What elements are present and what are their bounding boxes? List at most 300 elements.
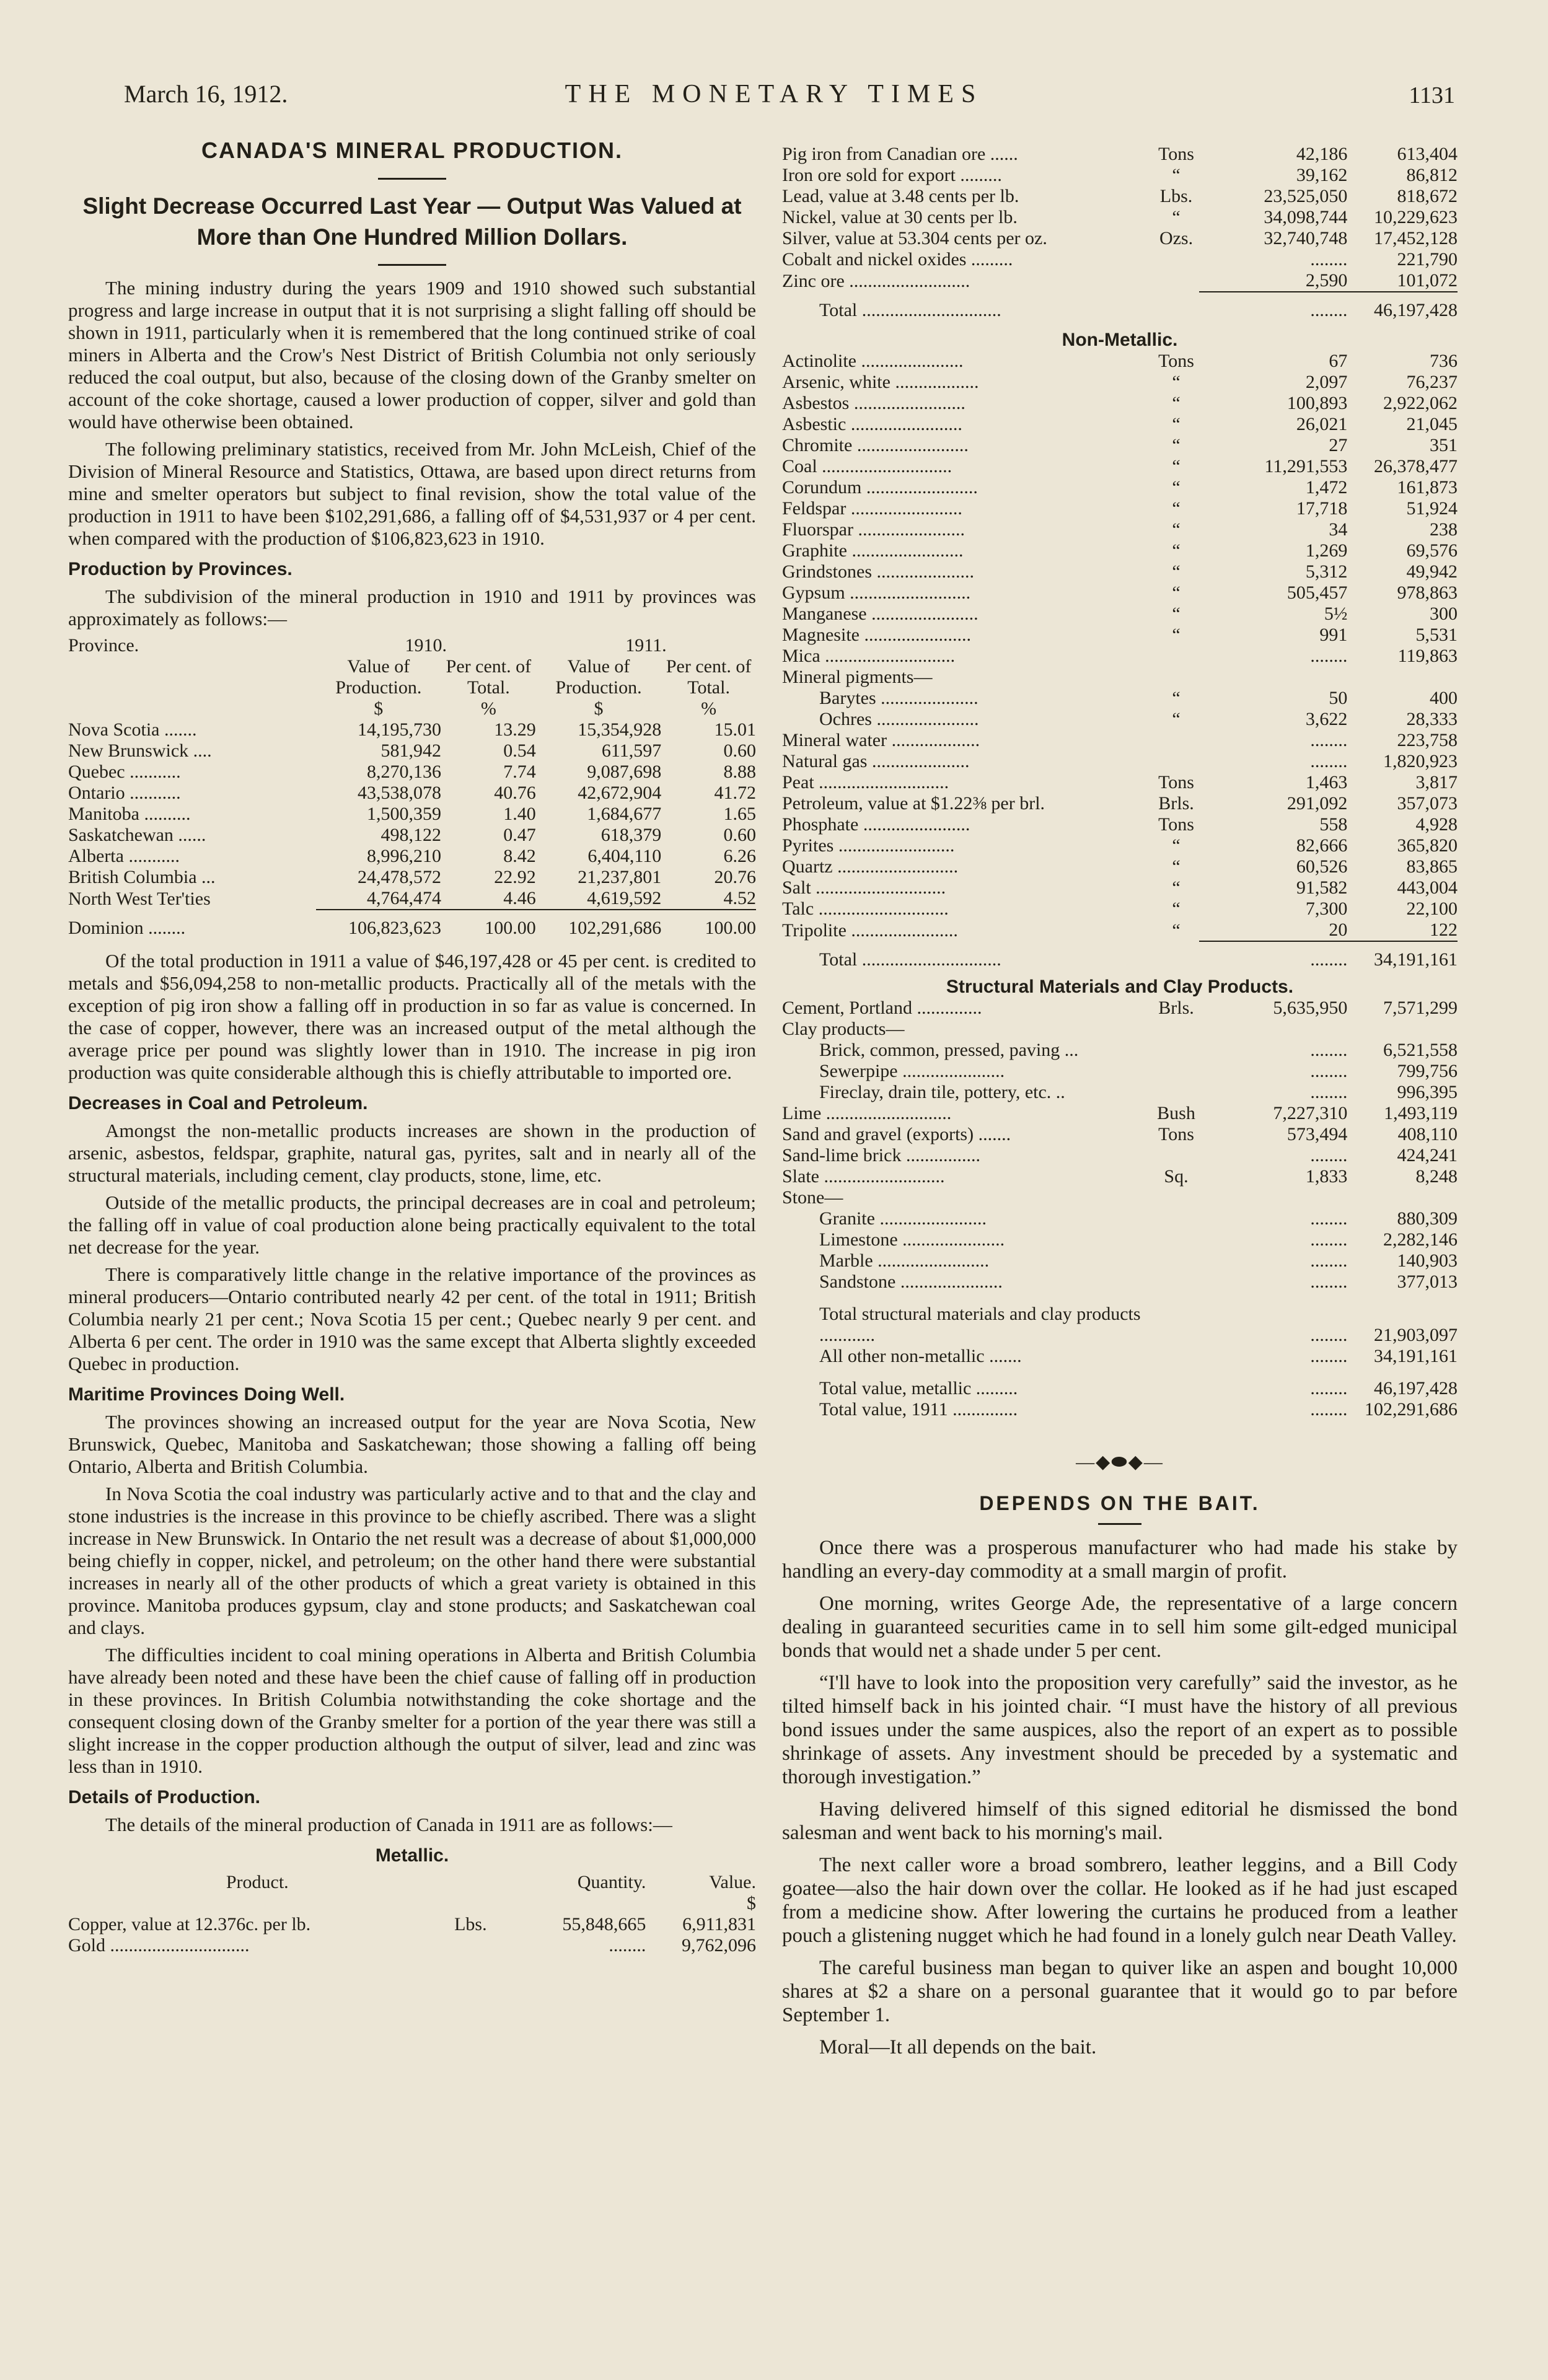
table-row <box>782 793 1458 814</box>
table-cell: Salt ............................ <box>782 877 946 898</box>
table-cell: Chromite ........................ <box>782 435 969 455</box>
table-cell: Alberta ........... <box>68 846 180 866</box>
table-header: Province. <box>68 635 139 656</box>
table-cell: “ <box>1172 435 1181 455</box>
table-cell: 76,237 <box>1406 372 1458 392</box>
table-row <box>782 1082 1458 1103</box>
table-cell: 400 <box>1430 688 1458 708</box>
table-row <box>68 740 756 762</box>
paragraph: Outside of the metallic products, the principal decreases are in coal and petroleum; the falling off in value of coal production alone being practically equivalent to the total net decrease for the year. <box>68 1192 756 1258</box>
table-cell: Lbs. <box>454 1914 487 1934</box>
table-cell: 3,622 <box>1305 709 1348 729</box>
table-cell: 1.40 <box>503 804 536 824</box>
table-cell: ........ <box>1310 1399 1348 1420</box>
table-row <box>782 625 1458 646</box>
table-cell: 498,122 <box>380 825 442 845</box>
page-header <box>0 79 1548 123</box>
title-rule <box>378 178 446 180</box>
table-cell <box>1154 1293 1199 1346</box>
table-cell: 22.92 <box>494 867 536 887</box>
table-cell: 5½ <box>1324 604 1348 624</box>
table-cell: 5,635,950 <box>1273 998 1348 1018</box>
table-row <box>782 393 1458 414</box>
table-cell: 1,463 <box>1305 772 1348 793</box>
table-cell: 223,758 <box>1397 730 1458 750</box>
table-row <box>782 1293 1458 1346</box>
table-cell: 6,521,558 <box>1383 1040 1458 1060</box>
table-cell: 20 <box>1329 920 1348 940</box>
table-cell: Graphite ........................ <box>782 540 964 561</box>
table-cell: 119,863 <box>1397 646 1458 666</box>
table-cell: 40.76 <box>494 783 536 803</box>
table-cell: ........ <box>1310 1229 1348 1250</box>
table-header: Value of Production. <box>555 656 642 698</box>
table-cell: Nova Scotia ....... <box>68 719 197 740</box>
table-cell: Sand-lime brick ................ <box>782 1145 980 1166</box>
table-row <box>782 207 1458 228</box>
table-cell: Iron ore sold for export ......... <box>782 165 1002 185</box>
table-cell: “ <box>1172 625 1181 645</box>
table-cell: 7,227,310 <box>1273 1103 1348 1123</box>
table-cell <box>1154 1367 1199 1399</box>
table-cell: ........ <box>1310 1325 1348 1345</box>
table-cell: Ontario ........... <box>68 783 181 803</box>
structural-rows <box>782 998 1458 1019</box>
table-cell: “ <box>1172 561 1181 582</box>
pigment-rows <box>782 688 1458 730</box>
table-cell: 21,045 <box>1406 414 1458 434</box>
table-cell: 0.47 <box>503 825 536 845</box>
table-cell: Peat ............................ <box>782 772 949 793</box>
table-cell: 558 <box>1319 814 1348 835</box>
table-cell: Tons <box>1158 1124 1194 1144</box>
table-row <box>782 498 1458 519</box>
table-cell <box>1154 1208 1199 1229</box>
table-cell: 8.42 <box>503 846 536 866</box>
table-row <box>782 730 1458 751</box>
table-cell: 221,790 <box>1397 249 1458 270</box>
table-cell: 34 <box>1329 519 1348 540</box>
story-paragraph: The careful business man began to quiver like an aspen and bought 10,000 shares at $2 a share on a personal guarantee that it would go to par before September 1. <box>782 1957 1458 2026</box>
table-row <box>782 1040 1458 1061</box>
table-row <box>782 772 1458 793</box>
paragraph: There is comparatively little change in the relative importance of the provinces as mineral producers—Ontario contributed nearly 42 per cent. of the total in 1911; British Columbia nearly 21 per cent.; Nova Scotia 15 per cent.; Quebec nearly 9 per cent. and Alberta 6 per cent. The order in 1910 was the same except that Alberta slightly exceeded Quebec in production. <box>68 1263 756 1374</box>
table-row <box>782 144 1458 165</box>
table-cell: Lime ........................... <box>782 1103 952 1123</box>
table-cell: 83,865 <box>1406 856 1458 877</box>
table-cell: 91,582 <box>1296 877 1348 898</box>
table-cell: 11,291,553 <box>1264 456 1348 476</box>
table-cell <box>1154 1250 1199 1271</box>
table-row <box>782 1250 1458 1271</box>
table-cell: 27 <box>1329 435 1348 455</box>
table-cell: “ <box>1172 372 1181 392</box>
table-cell: 26,021 <box>1296 414 1348 434</box>
table-cell: Tons <box>1158 772 1194 793</box>
table-cell: 0.54 <box>503 740 536 761</box>
clay-rows <box>782 1040 1458 1103</box>
table-row <box>782 688 1458 709</box>
table-cell: Total value, 1911 .............. <box>819 1399 1018 1420</box>
table-cell: 880,309 <box>1397 1208 1458 1229</box>
table-row <box>782 1208 1458 1229</box>
table-cell: 100,893 <box>1286 393 1348 413</box>
table-cell: ........ <box>1310 646 1348 666</box>
table-cell: 4,928 <box>1415 814 1458 835</box>
table-row <box>782 1145 1458 1166</box>
table-cell: 1,472 <box>1305 477 1348 498</box>
table-cell: 43,538,078 <box>358 783 442 803</box>
table-cell: 611,597 <box>601 740 662 761</box>
table-cell: 7,571,299 <box>1383 998 1458 1018</box>
table-cell: 4.52 <box>723 888 756 908</box>
table-cell: Pig iron from Canadian ore ...... <box>782 144 1018 164</box>
table-cell: Silver, value at 53.304 cents per oz. <box>782 228 1047 248</box>
table-row <box>68 825 756 846</box>
table-cell: 996,395 <box>1397 1082 1458 1102</box>
table-cell: Lbs. <box>1159 186 1193 206</box>
table-cell: Talc ............................ <box>782 898 949 919</box>
table-cell: 21,237,801 <box>578 867 662 887</box>
table-row-total <box>782 292 1458 321</box>
table-cell: Cement, Portland .............. <box>782 998 982 1018</box>
subgroup-label: Stone— <box>782 1187 843 1208</box>
section-heading: Details of Production. <box>68 1787 261 1807</box>
table-cell: 505,457 <box>1286 582 1348 603</box>
table-cell: Slate .......................... <box>782 1166 945 1187</box>
table-cell: Sandstone ...................... <box>819 1271 1003 1292</box>
table-cell: 0.60 <box>723 740 756 761</box>
table-cell: Total value, metallic ......... <box>819 1378 1018 1399</box>
paragraph: Of the total production in 1911 a value of $46,197,428 or 45 per cent. is credited to metals and $56,094,258 to non-metallic products. Practically all of the metals with the exception of pig iron show a falling off in production in so far as value is concerned. In the case of copper, however, there was an increased output of the metal although the average price per pound was slightly lower than in 1910. The increase in pig iron production was quite considerable although this is chiefly attributable to imported ore. <box>68 950 756 1083</box>
table-cell: 5,531 <box>1415 625 1458 645</box>
table-row <box>68 846 756 867</box>
table-row <box>782 1367 1458 1399</box>
table-row <box>782 1166 1458 1187</box>
table-cell: Mica ............................ <box>782 646 956 666</box>
table-row <box>782 186 1458 207</box>
table-cell: 300 <box>1430 604 1458 624</box>
provinces-rows <box>68 719 756 910</box>
table-row <box>782 920 1458 941</box>
table-cell: 100.00 <box>661 910 756 939</box>
table-cell: “ <box>1172 604 1181 624</box>
metallic-table-left <box>68 1872 756 1956</box>
table-cell <box>1154 751 1199 772</box>
table-row <box>782 228 1458 249</box>
provinces-table <box>68 635 756 939</box>
table-cell: Actinolite ...................... <box>782 351 964 371</box>
table-cell: ........ <box>1310 1378 1348 1399</box>
table-cell: Quebec ........... <box>68 762 181 782</box>
section-heading: Structural Materials and Clay Products. <box>946 977 1294 997</box>
table-cell: 32,740,748 <box>1264 228 1348 248</box>
table-cell: 3,817 <box>1415 772 1458 793</box>
table-cell: 69,576 <box>1406 540 1458 561</box>
table-row <box>68 888 756 910</box>
table-cell: Asbestic ........................ <box>782 414 962 434</box>
table-cell: Total structural materials and clay products ............ <box>819 1304 1141 1345</box>
table-cell: 1,833 <box>1305 1166 1348 1187</box>
table-cell: ........ <box>1310 1061 1348 1081</box>
table-cell <box>1154 1082 1199 1103</box>
table-cell: 42,672,904 <box>578 783 662 803</box>
table-cell: ........ <box>1310 1271 1348 1292</box>
table-cell: British Columbia ... <box>68 867 216 887</box>
table-cell: ........ <box>1310 1346 1348 1366</box>
table-header: Quantity. <box>577 1872 646 1892</box>
table-cell: Manganese ....................... <box>782 604 978 624</box>
table-row <box>782 435 1458 456</box>
table-row-total <box>782 941 1458 970</box>
table-cell: 1,493,119 <box>1384 1103 1458 1123</box>
table-cell: 15.01 <box>714 719 756 740</box>
table-row <box>782 1346 1458 1367</box>
table-cell: 34,191,161 <box>1374 1346 1458 1366</box>
table-cell <box>1154 1271 1199 1293</box>
table-cell: 39,162 <box>1296 165 1348 185</box>
nonmetallic-rows <box>782 730 1458 941</box>
table-cell: Granite ....................... <box>819 1208 987 1229</box>
table-cell: 10,229,623 <box>1374 207 1458 227</box>
table-row <box>782 835 1458 856</box>
table-cell: Nickel, value at 30 cents per lb. <box>782 207 1018 227</box>
table-row <box>782 998 1458 1019</box>
table-cell: 8.88 <box>723 762 756 782</box>
table-cell: Fireclay, drain tile, pottery, etc. .. <box>819 1082 1065 1102</box>
table-row <box>782 540 1458 561</box>
story-paragraph: Having delivered himself of this signed editorial he dismissed the bond salesman and went back to his morning's mail. <box>782 1798 1458 1844</box>
table-cell: 100.00 <box>441 910 536 939</box>
story-paragraph: The next caller wore a broad sombrero, leather leggins, and a Bill Cody goatee—also the hair down over the collar. He looked as if he had just escaped from a medicine show. After lowering the curtains he produced from a leather pouch a glistening nugget which he had found in a lonely gulch near Death Valley. <box>782 1854 1458 1947</box>
table-cell: ........ <box>1310 1250 1348 1271</box>
table-header: 1911. <box>625 635 667 656</box>
table-cell: 581,942 <box>380 740 442 761</box>
table-cell: Dominion ........ <box>68 918 186 938</box>
table-cell: Barytes ..................... <box>819 688 978 708</box>
table-row <box>68 783 756 804</box>
summary-rows <box>782 1293 1458 1367</box>
table-row <box>782 165 1458 186</box>
table-cell: 2,282,146 <box>1383 1229 1458 1250</box>
table-cell: 408,110 <box>1397 1124 1458 1144</box>
table-cell: “ <box>1172 477 1181 498</box>
table-cell: 13.29 <box>494 719 536 740</box>
table-row <box>68 1935 756 1956</box>
table-cell: Gypsum .......................... <box>782 582 971 603</box>
table-cell: Zinc ore .......................... <box>782 271 970 291</box>
story-rule <box>1098 1523 1141 1525</box>
table-cell: 23,525,050 <box>1264 186 1348 206</box>
table-cell: 50 <box>1329 688 1348 708</box>
table-cell: Asbestos ........................ <box>782 393 965 413</box>
table-cell <box>1154 1399 1199 1420</box>
table-cell: “ <box>1172 920 1181 941</box>
table-cell <box>1154 1061 1199 1082</box>
table-cell: 41.72 <box>714 783 756 803</box>
story-paragraph: Once there was a prosperous manufacturer who had made his stake by handling an every-day commodity at a small margin of profit. <box>782 1537 1458 1583</box>
table-cell: All other non-metallic ....... <box>819 1346 1022 1366</box>
table-cell: 5,312 <box>1305 561 1348 582</box>
table-cell: “ <box>1172 393 1181 413</box>
table-cell: Sand and gravel (exports) ....... <box>782 1124 1011 1144</box>
table-cell: Lead, value at 3.48 cents per lb. <box>782 186 1019 206</box>
table-cell: 28,333 <box>1406 709 1458 729</box>
table-cell: 8,248 <box>1415 1166 1458 1187</box>
table-cell: 9,087,698 <box>587 762 662 782</box>
table-cell: “ <box>1172 165 1181 185</box>
table-cell: Ochres ...................... <box>819 709 979 729</box>
table-cell: 799,756 <box>1397 1061 1458 1081</box>
table-cell <box>1154 1040 1199 1061</box>
table-row <box>782 898 1458 920</box>
table-row <box>782 249 1458 270</box>
table-cell: Quartz .......................... <box>782 856 959 877</box>
unit-label: $ <box>374 698 384 719</box>
table-cell: “ <box>1172 835 1181 856</box>
table-cell: Petroleum, value at $1.22⅜ per brl. <box>782 793 1045 814</box>
header-title: THE MONETARY TIMES <box>565 80 983 108</box>
subtitle-rule <box>378 264 446 266</box>
table-cell: 102,291,686 <box>1365 1399 1458 1420</box>
table-cell: Tons <box>1158 144 1194 164</box>
table-cell: Feldspar ........................ <box>782 498 962 519</box>
table-cell: “ <box>1172 898 1181 919</box>
table-cell: 26,378,477 <box>1374 456 1458 476</box>
table-cell: Bush <box>1157 1103 1195 1123</box>
table-cell: Sewerpipe ...................... <box>819 1061 1005 1081</box>
table-cell: Tons <box>1158 351 1194 371</box>
table-cell: 377,013 <box>1397 1271 1458 1292</box>
table-cell: Natural gas ..................... <box>782 751 970 771</box>
table-row <box>782 814 1458 835</box>
table-cell: 122 <box>1430 920 1458 940</box>
table-cell: ........ <box>1310 751 1348 771</box>
table-cell: ........ <box>609 1935 646 1956</box>
table-cell: Total .............................. <box>819 300 1001 320</box>
table-cell: Saskatchewan ...... <box>68 825 206 845</box>
table-cell: New Brunswick .... <box>68 740 212 761</box>
mineral-tables <box>782 144 1458 1420</box>
table-cell: 357,073 <box>1397 793 1458 814</box>
paragraph: The following preliminary statistics, received from Mr. John McLeish, Chief of the Division of Mineral Resource and Statistics, Ottawa, are based upon direct returns from mine and smelter operators but subject to final revision, show the total value of the production in 1911 to have been $102,291,686, a falling off of $4,531,937 or 4 per cent. when compared with the production of $106,823,623 in 1910. <box>68 438 756 549</box>
table-cell: 24,478,572 <box>358 867 442 887</box>
subgroup-label: Clay products— <box>782 1019 905 1039</box>
table-cell: 365,820 <box>1397 835 1458 856</box>
unit-label: $ <box>594 698 604 719</box>
table-cell: 17,452,128 <box>1374 228 1458 248</box>
table-cell: 17,718 <box>1296 498 1348 519</box>
paragraph: In Nova Scotia the coal industry was particularly active and to that and the clay and stone industries is the increase in this province to be chiefly ascribed. There was a slight increase in New Brunswick. In Ontario the net result was a decrease of about $1,000,000 being chiefly in copper, nickel, and petroleum; on the other hand there were substantial increases in nearly all of the other products of which a great variety is obtained in this province. Manitoba produces gypsum, clay and stone products; and Saskatchewan coal and clays. <box>68 1483 756 1638</box>
table-cell: Arsenic, white .................. <box>782 372 979 392</box>
table-cell: Coal ............................ <box>782 456 952 476</box>
table-cell: 7,300 <box>1305 898 1348 919</box>
table-cell: “ <box>1172 582 1181 603</box>
table-cell: “ <box>1172 856 1181 877</box>
paragraph: The subdivision of the mineral production in 1910 and 1911 by provinces was approximately as follows:— <box>68 586 756 630</box>
table-cell: 67 <box>1329 351 1348 371</box>
table-cell: 573,494 <box>1286 1124 1348 1144</box>
table-cell: Total .............................. <box>819 949 1001 970</box>
table-cell: Tripolite ....................... <box>782 920 958 941</box>
table-row <box>782 582 1458 604</box>
table-cell: “ <box>1172 540 1181 561</box>
table-cell: 1.65 <box>723 804 756 824</box>
table-cell: 4,619,592 <box>587 888 662 908</box>
table-cell: 1,500,359 <box>367 804 442 824</box>
story-paragraph: “I'll have to look into the proposition very carefully” said the investor, as he tilted himself back in his jointed chair. “I must have the history of all previous bond issues under the same auspices, also the report of an expert as to possible shrinkage of assets. Any investment should be preceded by a systematic and thorough investigation.” <box>782 1672 1458 1788</box>
table-cell: Brls. <box>1158 998 1194 1018</box>
table-cell <box>1154 249 1199 270</box>
paragraph: The provinces showing an increased output for the year are Nova Scotia, New Brunswick, Quebec, Manitoba and Saskatchewan; those showing a falling off being Ontario, Alberta and British Columbia. <box>68 1411 756 1477</box>
nonmetallic-rows <box>782 351 1458 667</box>
section-heading: Non-Metallic. <box>1062 330 1178 350</box>
story-body <box>782 1536 1458 2059</box>
table-cell: 6,404,110 <box>587 846 662 866</box>
section-heading: Maritime Provinces Doing Well. <box>68 1384 345 1405</box>
table-row <box>782 477 1458 498</box>
table-cell: 55,848,665 <box>562 1914 646 1934</box>
table-cell: 7.74 <box>503 762 536 782</box>
table-cell: 21,903,097 <box>1374 1325 1458 1345</box>
table-row <box>782 270 1458 292</box>
table-row <box>782 709 1458 730</box>
table-row <box>782 646 1458 667</box>
table-cell: 2,590 <box>1305 270 1348 291</box>
table-cell: 4,764,474 <box>367 888 442 908</box>
story-paragraph: One morning, writes George Ade, the representative of a large concern dealing in guaranteed securities came in to sell him some gilt-edged municipal bonds that would net a shade under 5 per cent. <box>782 1592 1458 1662</box>
table-header: Per cent. of Total. <box>666 656 752 698</box>
article-subtitle: Slight Decrease Occurred Last Year — Output Was Valued at More than One Hundred Million Dollars. <box>82 193 742 250</box>
table-cell: 1,684,677 <box>587 804 662 824</box>
table-cell: Marble ........................ <box>819 1250 990 1271</box>
table-cell: Grindstones ..................... <box>782 561 974 582</box>
table-cell: 106,823,623 <box>316 910 441 939</box>
unit-label: % <box>701 698 717 719</box>
table-cell: ........ <box>1310 730 1348 750</box>
table-cell: “ <box>1172 688 1181 708</box>
table-cell: North West Ter'ties <box>68 889 211 909</box>
metallic-rows <box>68 1914 756 1956</box>
subgroup-label: Mineral pigments— <box>782 667 933 687</box>
table-cell: 978,863 <box>1397 582 1458 603</box>
table-row-total <box>68 910 756 939</box>
table-row <box>782 456 1458 477</box>
table-row <box>782 561 1458 582</box>
table-row <box>782 1103 1458 1124</box>
table-cell: 51,924 <box>1406 498 1458 519</box>
stone-rows <box>782 1208 1458 1293</box>
table-cell: 443,004 <box>1397 877 1458 898</box>
table-cell: ........ <box>1310 1145 1348 1166</box>
right-column <box>782 144 1458 2068</box>
story-title: DEPENDS ON THE BAIT. <box>979 1492 1260 1514</box>
table-row <box>68 867 756 888</box>
table-cell: 613,404 <box>1397 144 1458 164</box>
table-cell: 291,092 <box>1286 793 1348 814</box>
table-cell: Limestone ...................... <box>819 1229 1005 1250</box>
table-row <box>782 351 1458 372</box>
header-date: March 16, 1912. <box>124 80 288 108</box>
table-cell: ........ <box>1199 941 1348 970</box>
table-header: Product. <box>226 1872 289 1892</box>
table-cell: Mineral water ................... <box>782 730 980 750</box>
unit-label: % <box>480 698 496 719</box>
table-cell: 1,820,923 <box>1383 751 1458 771</box>
table-cell: Phosphate ....................... <box>782 814 970 835</box>
table-cell: Sq. <box>1164 1166 1189 1187</box>
paragraph: The details of the mineral production of Canada in 1911 are as follows:— <box>105 1814 672 1835</box>
